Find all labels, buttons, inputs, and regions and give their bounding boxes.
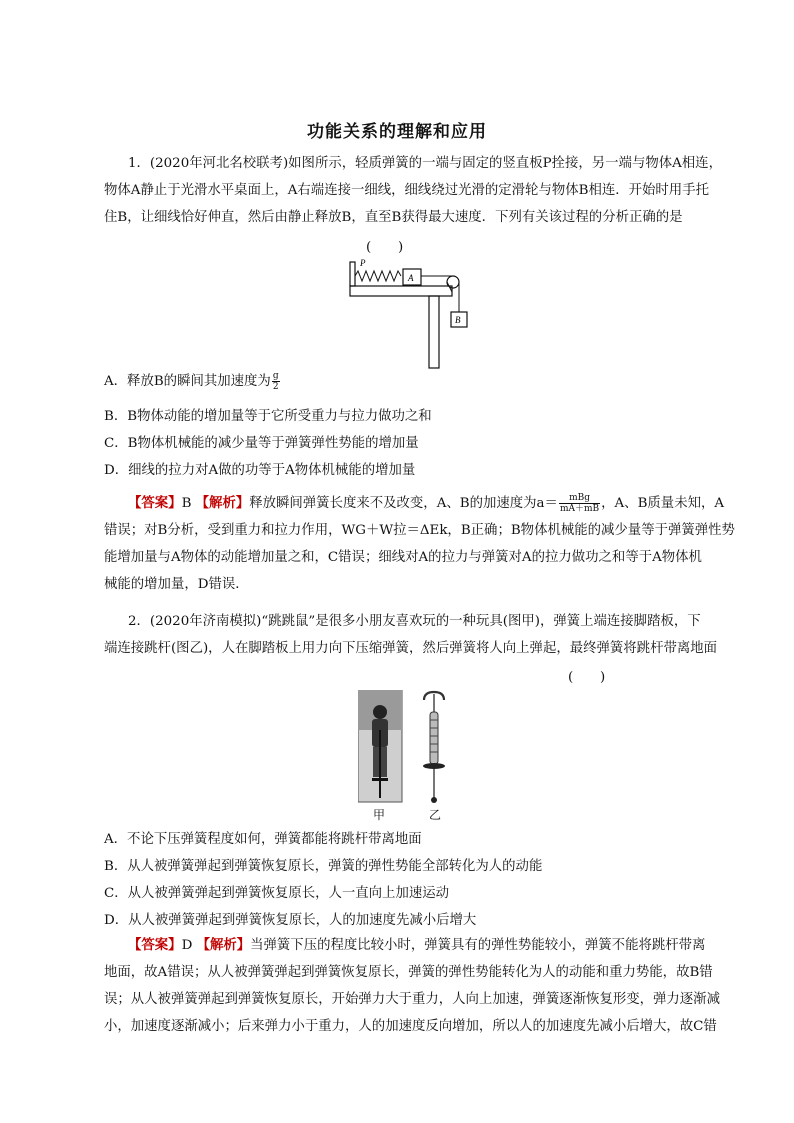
g-over-2-fraction: $\frac{g}{2}$ [272, 371, 279, 392]
question-1-line: 物体A静止于光滑水平桌面上，A右端连接一细线，细线绕过光滑的定滑轮与物体B相连．开始时用手托 [104, 183, 709, 198]
question-2-option-d: D．从人被弹簧弹起到弹簧恢复原长，人的加速度先减小后增大 [104, 913, 477, 928]
answer-line: 【答案】B 【解析】释放瞬间弹簧长度来不及改变，A、B的加速度为a＝ $\frac{\text{mBg}}{mA+mB}$ ，A、B质量未知，A [128, 493, 725, 514]
caption-jia: 甲 [373, 808, 386, 822]
question-2-solution [104, 932, 718, 1040]
pogo-stick-figure [358, 690, 458, 806]
analysis-tag: 【解析】 [195, 495, 250, 511]
question-1-option-d: D．细线的拉力对A做的功等于A物体机械能的增加量 [104, 463, 416, 478]
analysis-line: 误；从人被弹簧弹起到弹簧恢复原长，开始弹力大于重力，人向上加速，弹簧逐渐恢复形变，弹力逐渐减 [104, 992, 720, 1007]
caption-yi: 乙 [429, 808, 442, 822]
acceleration-fraction: $\frac{\text{mBg}}{mA+mB}$ [559, 493, 600, 514]
answer-value: D [181, 938, 193, 953]
question-1-answer-blank: ( ) [366, 240, 404, 255]
label-b: B [455, 315, 461, 325]
answer-tag: 【答案】 [128, 937, 182, 953]
question-1-option-a: A．释放B的瞬间其加速度为 $\frac{g}{2}$ [104, 371, 279, 392]
question-2-option-a: A．不论下压弹簧程度如何，弹簧都能将跳杆带离地面 [104, 832, 422, 847]
question-1-option-c: C．B物体机械能的减少量等于弹簧弹性势能的增加量 [104, 436, 419, 451]
analysis-line: 能增加量与A物体的动能增加量之和，C错误；细线对A的拉力与弹簧对A的拉力做功之和等于A物体机 [104, 550, 702, 565]
question-1-solution [104, 490, 735, 598]
question-2-line: 端连接跳杆(图乙)，人在脚踏板上用力向下压缩弹簧，然后弹簧将人向上弹起，最终弹簧将跳杆带离地面 [104, 641, 718, 656]
spring-pulley-diagram [340, 256, 480, 370]
analysis-line: 错误；对B分析，受到重力和拉力作用，WG＋W拉＝ΔEk，B正确；B物体机械能的减少量等于弹簧弹性势 [104, 523, 735, 538]
answer-tag: 【答案】 [128, 495, 182, 511]
page-title: 功能关系的理解和应用 [307, 122, 487, 142]
question-2-answer-blank: ( ) [568, 670, 606, 685]
question-1-line: 1．(2020年河北名校联考)如图所示，轻质弹簧的一端与固定的竖直板P拴接，另一端与物体A相连， [128, 156, 722, 171]
question-1-stem [104, 150, 722, 231]
question-2-stem [104, 608, 718, 662]
label-a: A [408, 273, 414, 283]
analysis-tag: 【解析】 [196, 937, 251, 953]
label-p: P [360, 258, 366, 268]
analysis-line: 械能的增加量，D错误． [104, 577, 249, 592]
question-1-line: 住B，让细线恰好伸直，然后由静止释放B，直至B获得最大速度．下列有关该过程的分析正确的是 [104, 210, 683, 225]
question-1-option-b: B．B物体动能的增加量等于它所受重力与拉力做功之和 [104, 409, 432, 424]
question-2-line: 2．(2020年济南模拟)“跳跳鼠”是很多小朋友喜欢玩的一种玩具(图甲)，弹簧上端连接脚踏板，下 [128, 614, 701, 629]
analysis-line: 小，加速度逐渐减小；后来弹力小于重力，人的加速度反向增加，所以人的加速度先减小后增大，故C错 [104, 1019, 717, 1034]
analysis-line: 地面，故A错误；从人被弹簧弹起到弹簧恢复原长，弹簧的弹性势能转化为人的动能和重力势能，故B错 [104, 965, 713, 980]
answer-line: 【答案】D 【解析】当弹簧下压的程度比较小时，弹簧具有的弹性势能较小，弹簧不能将跳杆带离 [128, 937, 706, 953]
question-2-option-c: C．从人被弹簧弹起到弹簧恢复原长，人一直向上加速运动 [104, 886, 450, 901]
question-2-option-b: B．从人被弹簧弹起到弹簧恢复原长，弹簧的弹性势能全部转化为人的动能 [104, 859, 543, 874]
answer-value: B [181, 496, 192, 511]
